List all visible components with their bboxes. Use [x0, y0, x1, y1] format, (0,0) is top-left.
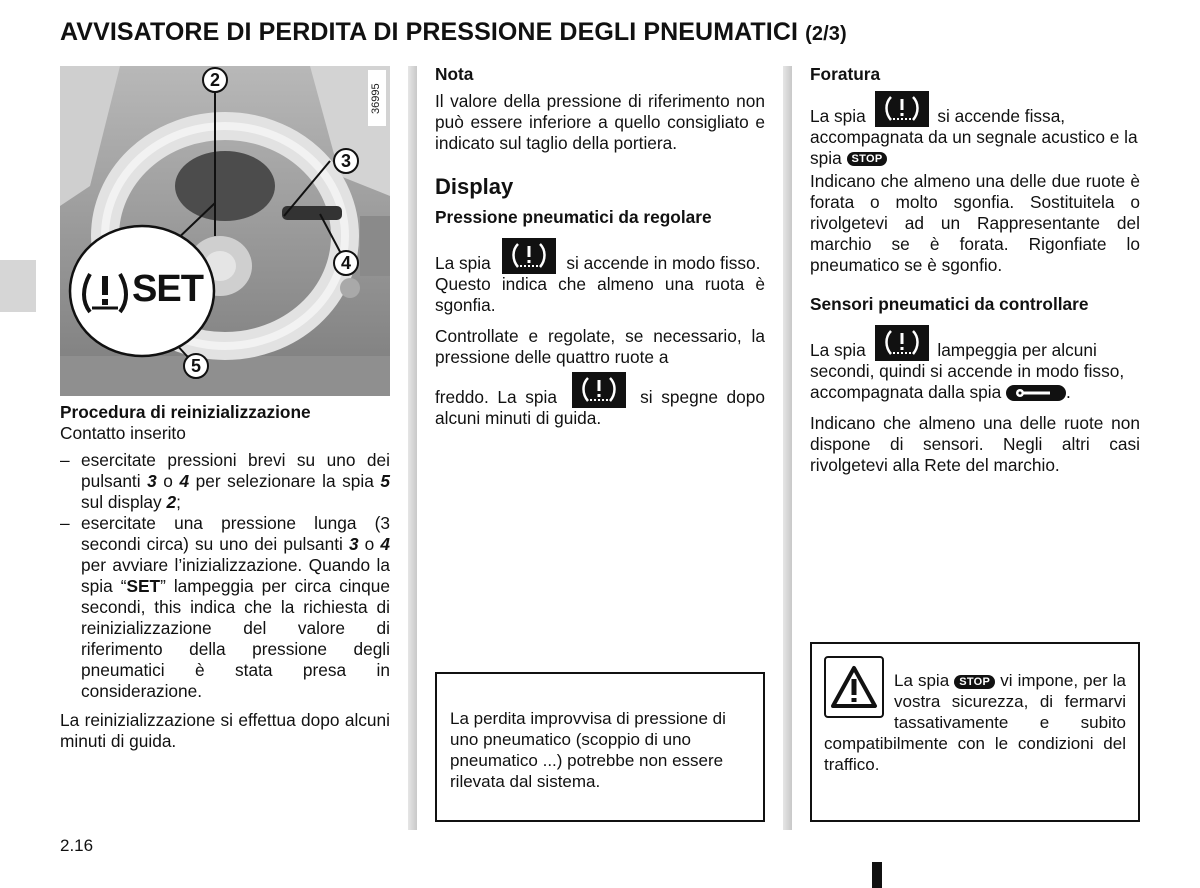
right-column: [810, 64, 1140, 486]
sensori-paragraph-1: La spia lampeggia per alcuni secondi, quindi si accende in modo fisso, accompagnata dalla spia .: [810, 325, 1140, 403]
info-box-text: La perdita improvvisa di pressione di uno pneumatico (scoppio di uno pneumatico ...) potrebbe non essere rilevata dal sistema.: [450, 709, 726, 791]
foratura-paragraph-1: La spia si accende fissa, accompagnata da un segnale acustico e la spia STOP: [810, 91, 1140, 169]
stop-badge-icon: STOP: [847, 152, 888, 166]
stop-badge-icon: STOP: [954, 675, 995, 689]
list-item: – esercitate pressioni brevi su uno dei pulsanti 3 o 4 per selezionare la spia 5 sul display 2;: [60, 450, 390, 513]
title-page-of: (2/3): [805, 23, 847, 45]
display-heading: Display: [435, 174, 514, 199]
left-column: [60, 402, 390, 762]
procedure-heading: Procedura di reinizializzazione: [60, 402, 311, 422]
warning-triangle-icon: [824, 656, 884, 718]
callout-4: 4: [340, 253, 351, 273]
nota-text: Il valore della pressione di riferimento non può essere inferiore a quello consigliato e indicato sul taglio della portiera.: [435, 91, 765, 153]
warning-box: [810, 642, 1140, 822]
sensori-heading: Sensori pneumatici da controllare: [810, 294, 1089, 314]
pressure-paragraph-2: Questo indica che almeno una ruota è sgonfia.: [435, 274, 765, 315]
pressure-paragraph-1: La spia si accende in modo fisso.: [435, 238, 765, 274]
tpms-warning-icon: [875, 91, 929, 127]
steering-wheel-illustration: [60, 66, 390, 396]
pressure-subheading: Pressione pneumatici da regolare: [435, 207, 712, 227]
procedure-list: [60, 450, 390, 702]
tpms-warning-icon: [502, 238, 556, 274]
page-marker: [872, 862, 882, 888]
sensori-paragraph-2: Indicano che almeno una delle ruote non dispone di sensori. Negli altri casi rivolgetevi alla Rete del marchio.: [810, 413, 1140, 475]
foratura-heading: Foratura: [810, 64, 881, 84]
callout-3: 3: [340, 151, 351, 171]
pressure-paragraph-3: Controllate e regolate, se necessario, la pressione delle quattro ruote a: [435, 326, 765, 367]
foratura-paragraph-2: Indicano che almeno una delle due ruote è forata o molto sgonfia. Sostituitela o rivolgetevi ad un Rappresentante del marchio se è forata. Rigonfiate lo pneumatico se è sgonfio.: [810, 171, 1140, 275]
tpms-warning-icon: [572, 372, 626, 408]
column-separator-right: [783, 66, 792, 830]
page-title: [60, 18, 847, 47]
nota-heading: Nota: [435, 64, 474, 84]
section-tab: [0, 260, 36, 312]
list-item: – esercitate una pressione lunga (3 secondi circa) su uno dei pulsanti 3 o 4 per avviare l’inizializzazione. Quando la spia “SET” lampeggia per circa cinque secondi, this indica che la richiesta di reinizializzazione del valore di riferimento della pressione degli pneumatici è stata presa in considerazione.: [60, 513, 390, 702]
steering-wheel-drawing: [60, 66, 390, 396]
set-label: SET: [132, 268, 203, 310]
wrench-icon: [1006, 385, 1066, 401]
procedure-closing: La reinizializzazione si effettua dopo alcuni minuti di guida.: [60, 710, 390, 751]
tpms-warning-icon: [875, 325, 929, 361]
figure-code: 36995: [370, 83, 382, 114]
procedure-subheading: Contatto inserito: [60, 423, 186, 443]
page-number: 2.16: [60, 836, 94, 855]
pressure-paragraph-4: freddo. La spia si spegne dopo alcuni minuti di guida.: [435, 372, 765, 429]
column-separator-left: [408, 66, 417, 830]
middle-column: [435, 64, 765, 439]
title-text: AVVISATORE DI PERDITA DI PRESSIONE DEGLI PNEUMATICI: [60, 18, 799, 46]
warning-text: La spia STOP vi impone, per la vostra sicurezza, di fermarvi tassativamente e subito compatibilmente con le condizioni del traffico.: [824, 671, 1126, 774]
callout-2: 2: [209, 70, 220, 90]
info-box: [435, 672, 765, 822]
callout-5: 5: [190, 356, 201, 376]
